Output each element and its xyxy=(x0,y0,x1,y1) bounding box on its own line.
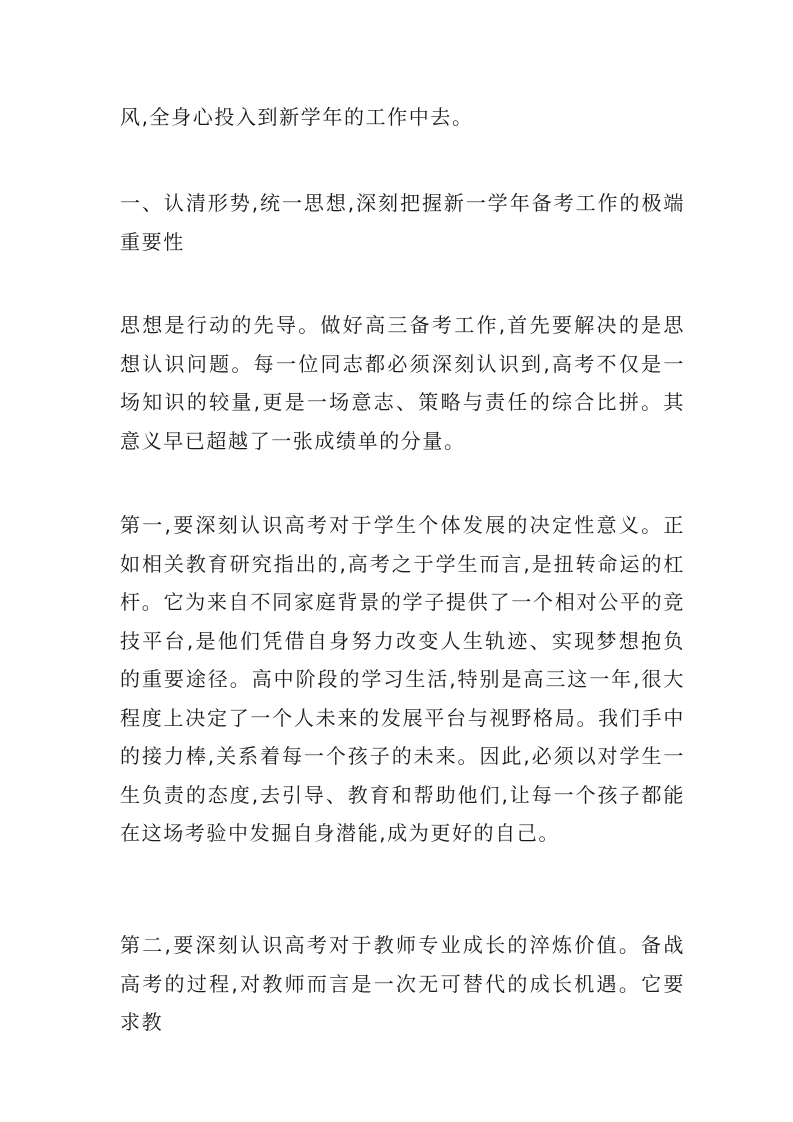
paragraph-second-point: 第二,要深刻认识高考对于教师专业成长的淬炼价值。备战高考的过程,对教师而言是一次无可替代的成长机遇。它要求教 xyxy=(120,933,685,1034)
paragraph-continuation: 风,全身心投入到新学年的工作中去。 xyxy=(120,105,474,129)
paragraph-first-point: 第一,要深刻认识高考对于学生个体发展的决定性意义。正如相关教育研究指出的,高考之于学生而言,是扭转命运的杠杆。它为来自不同家庭背景的学子提供了一个相对公平的竞技平台,是他们凭借自身努力改变人生轨迹、实现梦想抱负的重要途径。高中阶段的学习生活,特别是高三这一年,很大程度上决定了一个人未来的发展平台与视野格局。我们手中的接力棒,关系着每一个孩子的未来。因此,必须以对学生一生负责的态度,去引导、教育和帮助他们,让每一个孩子都能在这场考验中发掘自身潜能,成为更好的自己。 xyxy=(120,513,685,845)
paragraph-intro: 思想是行动的先导。做好高三备考工作,首先要解决的是思想认识问题。每一位同志都必须深刻认识到,高考不仅是一场知识的较量,更是一场意志、策略与责任的综合比拼。其意义早已超越了一张成绩单的分量。 xyxy=(120,313,685,453)
section-heading: 一、认清形势,统一思想,深刻把握新一学年备考工作的极端重要性 xyxy=(120,191,685,254)
